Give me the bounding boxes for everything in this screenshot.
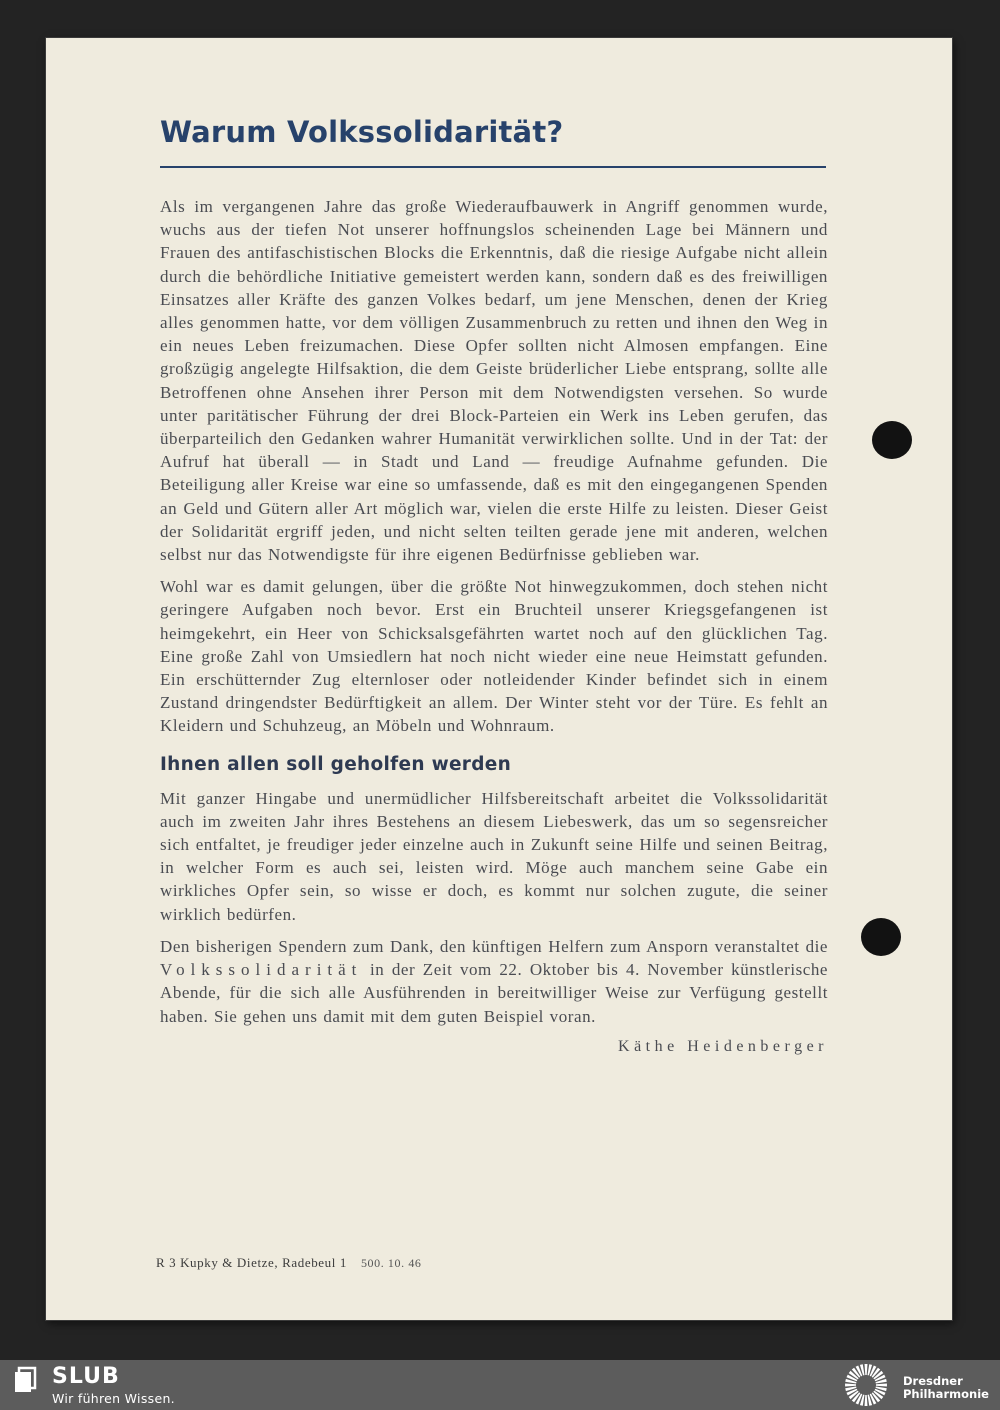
partner-name bbox=[903, 1375, 989, 1401]
footer-bar bbox=[0, 1360, 1000, 1410]
section-subheading: Ihnen allen soll geholfen werden bbox=[160, 753, 512, 775]
punch-hole bbox=[861, 918, 901, 956]
body-paragraph-1: Als im vergangenen Jahre das große Wiederaufbauwerk in Angriff genommen wurde, wuchs aus der tiefen Not unserer hoffnungslos scheinenden Lage bei Männern und Frauen des antifaschistischen Blocks die Erkenntnis, daß die riesige Aufgabe nicht allein durch die behördliche Initiative gemeistert werden kann, sondern daß es des freiwilligen Einsatzes aller Kräfte des ganzen Volkes bedarf, um jene Menschen, denen der Krieg alles genommen hatte, vor dem völligen Zusammenbruch zu retten und ihnen den Weg in ein neues Leben freizumachen. Diese Opfer sollten nicht Almosen empfangen. Eine großzügig angelegte Hilfsaktion, die dem Geiste brüderlicher Liebe entsprang, sollte alle Betroffenen ohne Ansehen ihrer Person mit dem Notwendigsten versehen. So wurde unter paritätischer Führung der drei Block-Parteien ein Werk ins Leben gerufen, das überparteilich den Gedanken wahrer Humanität verwirklichen sollte. Und in der Tat: der Aufruf hat überall — in Stadt und Land — freudige Aufnahme gefunden. Die Beteiligung aller Kreise war eine so umfassende, daß es mit den eingegangenen Spenden an Geld und Gütern aller Art möglich war, vielen die erste Hilfe zu leisten. Dieser Geist der Solidarität ergriff jeden, und nicht selten teilten gerade jene mit anderen, welchen selbst nur das Notwendigste für ihre eigenen Bedürfnisse geblieben war. bbox=[160, 197, 828, 565]
organization-name-spaced: Volkssolidarität bbox=[160, 960, 363, 980]
document-page bbox=[46, 38, 952, 1320]
imprint-code: 500. 10. 46 bbox=[360, 1256, 422, 1270]
printer-imprint bbox=[156, 1255, 422, 1271]
philharmonie-sunburst-icon bbox=[842, 1362, 890, 1408]
sunburst-ray bbox=[876, 1384, 887, 1387]
body-paragraph-3: Mit ganzer Hingabe und unermüdlicher Hilfsbereitschaft arbeitet die Volkssolidarität auch im zweiten Jahr ihres Bestehens an diesem Liebeswerk, das um so segensreicher sich entfaltet, je freudiger jeder einzelne auch in Zukunft seine Hilfe und seinen Beitrag, in welcher Form es auch sei, leisten wird. Möge auch manchem seine Gabe ein wirkliches Opfer sein, so wisse er doch, es kommt nur solchen zugute, die seiner wirklich bedürfen. bbox=[160, 788, 828, 924]
paragraph-4-end: in der Zeit vom 22. Oktober bis 4. November künstlerische Abende, für die sich alle Ausführenden in bereitwilliger Weise zur Verfügung gestellt haben. Sie gehen uns damit mit dem guten Beispiel voran. bbox=[160, 960, 829, 1026]
sunburst-ray bbox=[865, 1364, 868, 1375]
library-tagline: Wir führen Wissen. bbox=[52, 1391, 175, 1406]
body-paragraph-4 bbox=[160, 935, 828, 1028]
partner-name-line-1: Dresdner bbox=[903, 1374, 963, 1388]
document-title: Warum Volkssolidarität? bbox=[160, 115, 564, 149]
sunburst-ray bbox=[865, 1395, 868, 1406]
partner-name-line-2: Philharmonie bbox=[903, 1387, 989, 1401]
document-content bbox=[160, 112, 828, 1056]
body-paragraph-2: Wohl war es damit gelungen, über die größte Not hinwegzukommen, doch stehen nicht geringere Aufgaben noch bevor. Erst ein Bruchteil unserer Kriegsgefangenen ist heimgekehrt, ein Heer von Schicksalsgefährten wartet noch auf den glücklichen Tag. Eine große Zahl von Umsiedlern hat noch nicht wieder eine neue Heimstatt gefunden. Ein erschütternder Zug elternloser oder notleidender Kinder befindet sich in einem Zustand dringendster Bedürftigkeit an allem. Der Winter steht vor der Türe. Es fehlt an Kleidern und Schuhzeug, an Möbeln und Wohnraum. bbox=[160, 577, 828, 736]
punch-hole bbox=[872, 421, 912, 459]
paragraph-4-start: Den bisherigen Spendern zum Dank, den künftigen Helfern zum Ansporn veranstaltet die bbox=[160, 936, 828, 956]
library-name: SLUB bbox=[52, 1364, 120, 1389]
sunburst-ray bbox=[845, 1384, 856, 1387]
title-underline bbox=[160, 166, 826, 168]
slub-book-icon bbox=[12, 1366, 40, 1394]
imprint-text: R 3 Kupky & Dietze, Radebeul 1 bbox=[156, 1255, 347, 1270]
signature: Käthe Heidenberger bbox=[618, 1037, 828, 1055]
